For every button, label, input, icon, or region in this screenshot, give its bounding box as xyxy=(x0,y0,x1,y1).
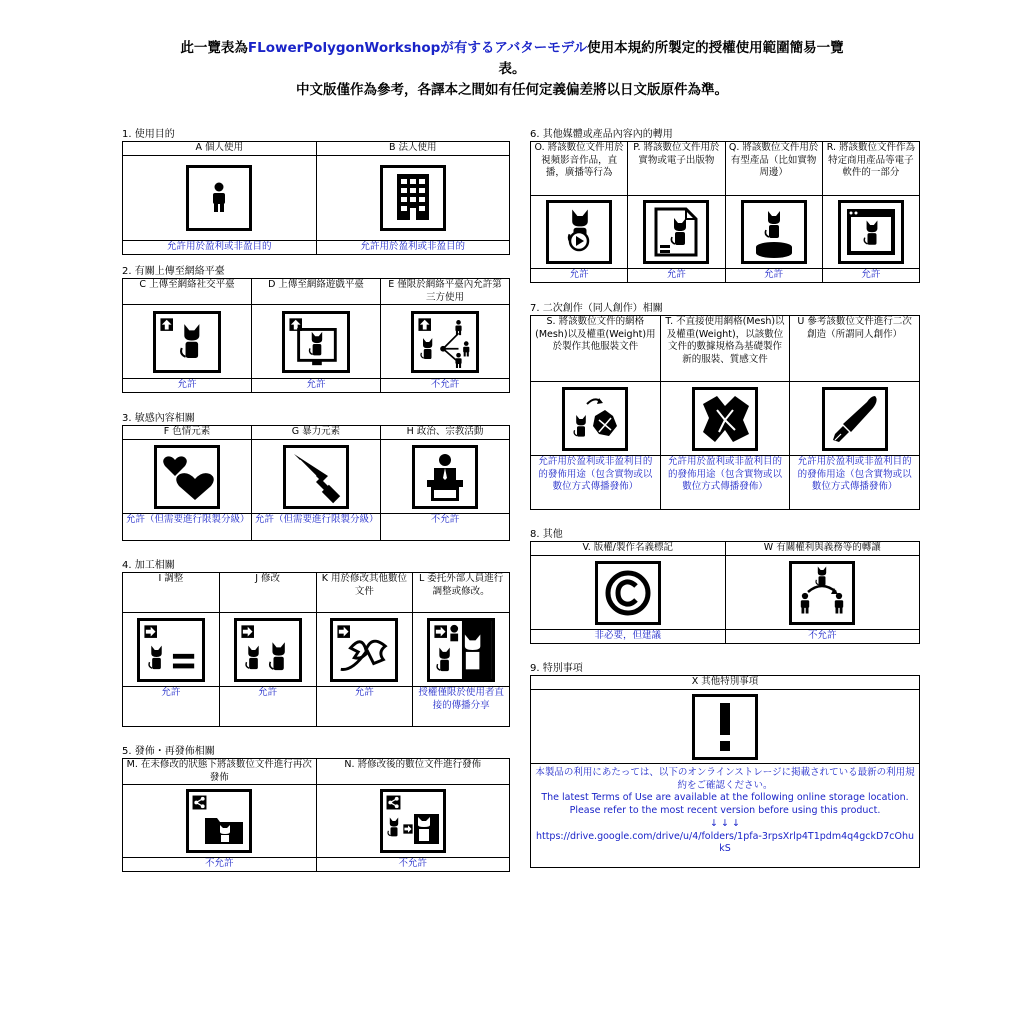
permission-third-party: 不允許 xyxy=(381,379,510,393)
col-third-party-use: E 僅限於網絡平臺內允許第三方使用 xyxy=(381,279,510,305)
section-sensitive-content xyxy=(122,412,510,541)
share-modified-icon xyxy=(380,789,446,853)
col-video-use: O. 將該數位文件用於視頻影音作品，直播，廣播等行為 xyxy=(531,142,628,196)
video-cat-icon xyxy=(546,200,612,264)
header-line2: 表。 xyxy=(498,61,526,77)
section-upload xyxy=(122,265,510,393)
document-cat-icon xyxy=(643,200,709,264)
section-media-use xyxy=(530,128,920,283)
col-merchandise-use: Q. 將該數位文件用於有型產品（比如實物周邊） xyxy=(725,142,822,196)
col-special-notes: X 其他特別事項 xyxy=(531,676,920,690)
col-fan-creation: U 參考該數位文件進行二次創造（所謂同人創作） xyxy=(790,316,920,382)
permission-software: 允許 xyxy=(822,269,919,283)
col-game-upload: D 上傳至網絡遊戲平臺 xyxy=(252,279,381,305)
section-special xyxy=(530,662,920,868)
section-title: 8. 其他 xyxy=(530,529,563,540)
section-distribution xyxy=(122,745,510,872)
col-mesh-weight-reuse: S. 將該數位文件的網格(Mesh)以及權重(Weight)用於製作其他服裝文件 xyxy=(531,316,661,382)
section-title: 1. 使用目的 xyxy=(122,129,175,140)
col-copyright-mark: V. 版權/製作名義標記 xyxy=(531,542,726,556)
permission-modify: 允許 xyxy=(219,687,316,727)
col-adjust: I 調整 xyxy=(123,573,220,613)
col-modify-other: K 用於修改其他數位文件 xyxy=(316,573,413,613)
permission-spec-based: 允許用於盈利或非盈利目的的發佈用途（包含實物或以數位方式傳播發佈） xyxy=(660,456,790,510)
permission-redistribute: 不允許 xyxy=(123,858,317,872)
podium-icon xyxy=(412,445,478,509)
col-politics: H 政治、宗教活動 xyxy=(381,426,510,440)
permission-corporate: 允許用於盈利或非盈目的 xyxy=(316,241,510,255)
section-title: 9. 特別事項 xyxy=(530,663,583,674)
mesh-cat-icon xyxy=(562,387,628,451)
external-edit-icon xyxy=(427,618,495,682)
permission-sexual: 允許（但需要進行限製分級） xyxy=(123,514,252,541)
section-title: 3. 敏感內容相關 xyxy=(122,413,195,424)
section-usage-purpose xyxy=(122,128,510,255)
permission-fan-creation: 允許用於盈利或非盈利目的的發佈用途（包含實物或以數位方式傳播發佈） xyxy=(790,456,920,510)
copyright-icon xyxy=(595,561,661,625)
permission-adjust: 允許 xyxy=(123,687,220,727)
permission-personal: 允許用於盈利或非盈目的 xyxy=(123,241,317,255)
upload-share-icon xyxy=(411,311,479,373)
section-title: 5. 發佈・再發佈相關 xyxy=(122,746,215,757)
cat-modify-icon xyxy=(234,618,302,682)
col-publication-use: P. 將該數位文件用於實物或電子出版物 xyxy=(628,142,725,196)
terms-notice-english: The latest Terms of Use are available at the following online storage location. Please refer to the most recent version before using this product. xyxy=(541,792,909,817)
col-redistribute-unmodified: M. 在未修改的狀態下將該數位文件進行再次發佈 xyxy=(123,759,317,785)
permission-copyright-mark: 非必要，但建議 xyxy=(531,630,726,644)
header-product-name: FLowerPolygonWorkshopが有するアバターモデル xyxy=(247,40,588,56)
software-cat-icon xyxy=(838,200,904,264)
header-disclaimer: 中文版僅作為參考，各譯本之間如有任何定義偏差將以日文版原件為準。 xyxy=(296,82,728,98)
permission-social-upload: 允許 xyxy=(123,379,252,393)
hearts-icon xyxy=(154,445,220,509)
section-title: 7. 二次創作（同人創作）相關 xyxy=(530,303,663,314)
col-sexual: F 色情元素 xyxy=(123,426,252,440)
fabric-icon xyxy=(692,387,758,451)
col-spec-based-creation: T. 不直接使用網格(Mesh)以及權重(Weight)，以該數位文件的數據規格為基礎製作新的服裝、質感文件 xyxy=(660,316,790,382)
exclamation-icon xyxy=(692,694,758,760)
cat-equal-icon xyxy=(137,618,205,682)
permission-game-upload: 允許 xyxy=(252,379,381,393)
col-violence: G 暴力元素 xyxy=(252,426,381,440)
permission-publication: 允許 xyxy=(628,269,725,283)
col-personal-use: A 個人使用 xyxy=(123,142,317,156)
building-icon xyxy=(380,165,446,231)
permission-mesh-weight: 允許用於盈利或非盈利目的的發佈用途（包含實物或以數位方式傳播發佈） xyxy=(531,456,661,510)
transfer-icon xyxy=(789,561,855,625)
page-header xyxy=(120,38,904,101)
permission-merchandise: 允許 xyxy=(725,269,822,283)
col-rights-transfer: W 有關權利與義務等的轉讓 xyxy=(725,542,920,556)
terms-notice-japanese: 本製品の利用にあたっては、以下のオンラインストレージに掲載されている最新の利用規約をご確認ください。 xyxy=(535,767,915,791)
permission-video: 允許 xyxy=(531,269,628,283)
section-derivative xyxy=(530,302,920,510)
upload-screen-cat-icon xyxy=(282,311,350,373)
col-social-upload: C 上傳至網絡社交平臺 xyxy=(123,279,252,305)
col-external-edit: L 委托外部人員進行調整或修改。 xyxy=(413,573,510,613)
upload-cat-icon xyxy=(153,311,221,373)
person-icon xyxy=(186,165,252,231)
figure-cat-icon xyxy=(741,200,807,264)
permission-external-edit: 授權僅限於使用者直接的傳播分享 xyxy=(413,687,510,727)
brush-icon xyxy=(822,387,888,451)
section-other xyxy=(530,528,920,644)
down-arrows: ↓ ↓ ↓ xyxy=(710,817,740,829)
section-processing xyxy=(122,559,510,727)
terms-url-link[interactable]: https://drive.google.com/drive/u/4/folders/1pfa-3rpsXrlp4T1pdm4q4gckD7cOhukS xyxy=(535,830,915,855)
col-distribute-modified: N. 將修改後的數位文件進行發佈 xyxy=(316,759,510,785)
knife-icon xyxy=(283,445,349,509)
share-folder-icon xyxy=(186,789,252,853)
permission-modify-other: 允許 xyxy=(316,687,413,727)
section-title: 2. 有關上傳至網絡平臺 xyxy=(122,266,225,277)
permission-distribute-modified: 不允許 xyxy=(316,858,510,872)
ribbon-icon xyxy=(330,618,398,682)
header-line1-post: 使用本規約所製定的授權使用範圍簡易一覽 xyxy=(587,40,844,56)
permission-violence: 允許（但需要進行限製分級） xyxy=(252,514,381,541)
permission-politics: 不允許 xyxy=(381,514,510,541)
permission-rights-transfer: 不允許 xyxy=(725,630,920,644)
col-corporate-use: B 法人使用 xyxy=(316,142,510,156)
col-modify: J 修改 xyxy=(219,573,316,613)
section-title: 4. 加工相關 xyxy=(122,560,175,571)
col-software-use: R. 將該數位文件作為特定商用產品等電子軟件的一部分 xyxy=(822,142,919,196)
header-line1-pre: 此一覽表為 xyxy=(180,40,248,56)
section-title: 6. 其他媒體或產品內容內的轉用 xyxy=(530,129,673,140)
